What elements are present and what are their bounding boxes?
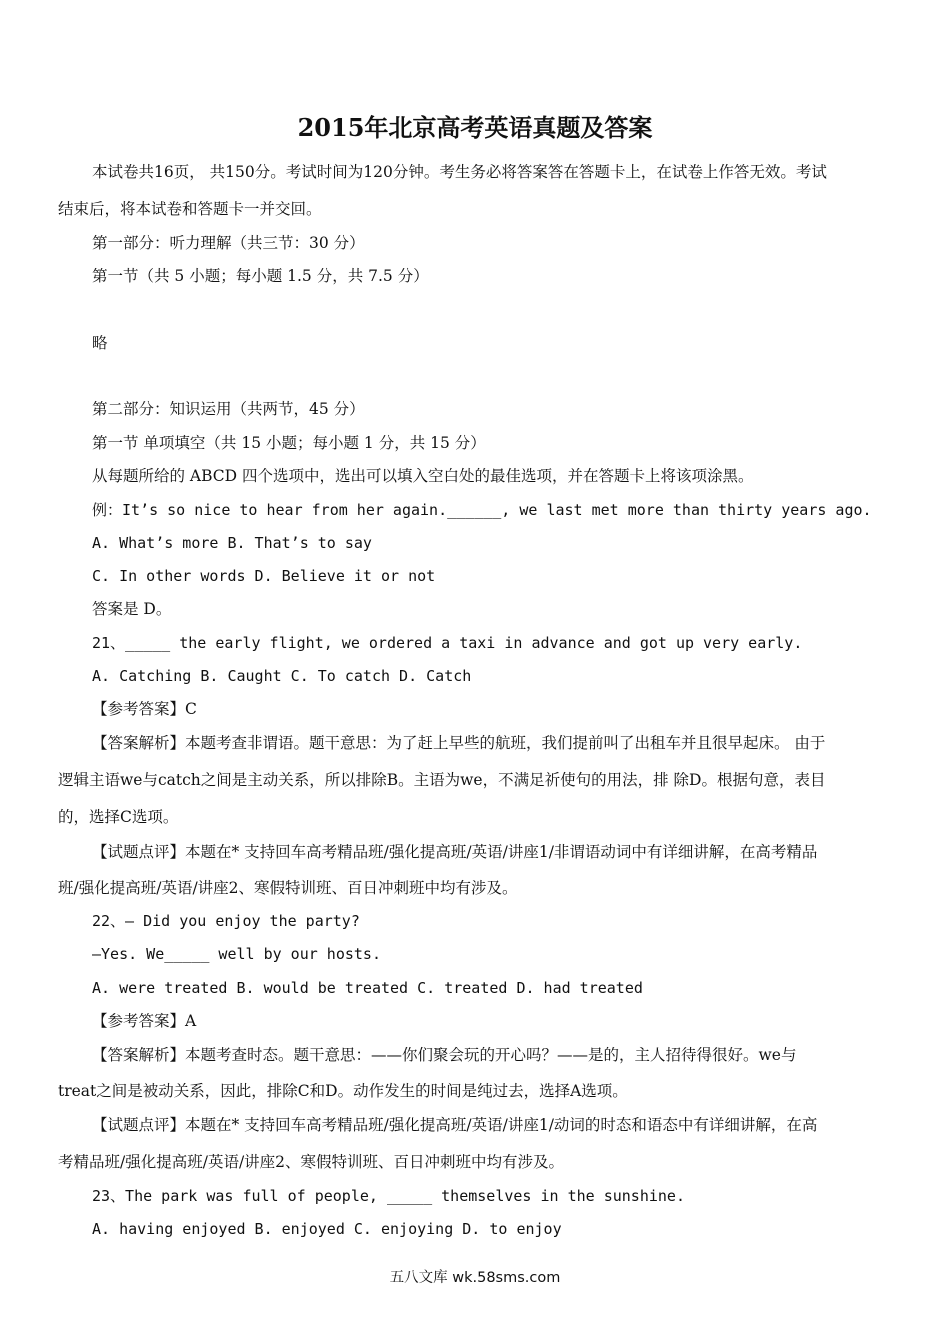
question-21: 21、_____ the early flight, we ordered a taxi in advance and got up very early.: [92, 634, 803, 652]
question-22-reply: —Yes. We_____ well by our hosts.: [92, 945, 381, 963]
example-answer: 答案是 D。: [92, 600, 172, 618]
section-heading-part1-sec1: 第一节（共 5 小题；每小题 1.5 分，共 7.5 分）: [92, 267, 429, 285]
question-21-comment-2: 班/强化提高班/英语/讲座2、寒假特训班、百日冲刺班中均有涉及。: [58, 879, 518, 897]
instructions: 从每题所给的 ABCD 四个选项中，选出可以填入空白处的最佳选项，并在答题卡上将该项涂黑。: [92, 467, 754, 485]
question-23: 23、The park was full of people, _____ themselves in the sunshine.: [92, 1187, 685, 1205]
section-heading-part2-sec1: 第一节 单项填空（共 15 小题；每小题 1 分，共 15 分）: [92, 434, 486, 452]
question-23-options: A. having enjoyed B. enjoyed C. enjoying D. to enjoy: [92, 1220, 562, 1238]
example-options-cd: C. In other words D. Believe it or not: [92, 567, 436, 585]
question-21-options: A. Catching B. Caught C. To catch D. Catch: [92, 667, 472, 685]
question-22-comment-1: 【试题点评】本题在* 支持回车高考精品班/强化提高班/英语/讲座1/动词的时态和语态中有详细讲解，在高: [92, 1116, 818, 1134]
question-22-comment-2: 考精品班/强化提高班/英语/讲座2、寒假特训班、百日冲刺班中均有涉及。: [58, 1153, 565, 1171]
question-21-comment-1: 【试题点评】本题在* 支持回车高考精品班/强化提高班/英语/讲座1/非谓语动词中有详细讲解，在高考精品: [92, 843, 818, 861]
section-heading-part1: 第一部分：听力理解（共三节：30 分）: [92, 234, 365, 252]
intro-line-1: 本试卷共16页， 共150分。考试时间为120分钟。考生务必将答案答在答题卡上，在试卷上作答无效。考试: [92, 163, 827, 181]
question-21-analysis-1: 【答案解析】本题考查非谓语。题干意思：为了赶上早些的航班，我们提前叫了出租车并且很早起床。 由于: [92, 734, 826, 752]
question-22: 22、— Did you enjoy the party?: [92, 912, 360, 930]
document-title: 2015年北京高考英语真题及答案: [297, 113, 653, 142]
example-question: 例：It’s so nice to hear from her again.______, we last met more than thirty years ago.: [92, 501, 872, 519]
question-21-analysis-2: 逻辑主语we与catch之间是主动关系，所以排除B。主语为we，不满足祈使句的用法，排 除D。根据句意，表目: [58, 771, 826, 789]
question-22-analysis-1: 【答案解析】本题考查时态。题干意思：——你们聚会玩的开心吗？——是的，主人招待得很好。we与: [92, 1046, 797, 1064]
section-heading-part2: 第二部分：知识运用（共两节，45 分）: [92, 400, 365, 418]
question-22-analysis-2: treat之间是被动关系，因此，排除C和D。动作发生的时间是纯过去，选择A选项。: [58, 1082, 628, 1100]
omitted-note: 略: [92, 334, 108, 352]
footer-watermark: 五八文库 wk.58sms.com: [389, 1270, 561, 1286]
question-22-answer: 【参考答案】A: [92, 1012, 197, 1030]
question-22-options: A. were treated B. would be treated C. treated D. had treated: [92, 979, 643, 997]
intro-line-2: 结束后，将本试卷和答题卡一并交回。: [58, 200, 322, 218]
question-21-answer: 【参考答案】C: [92, 700, 197, 718]
example-options-ab: A. What’s more B. That’s to say: [92, 534, 372, 552]
question-21-analysis-3: 的，选择C选项。: [58, 808, 179, 826]
